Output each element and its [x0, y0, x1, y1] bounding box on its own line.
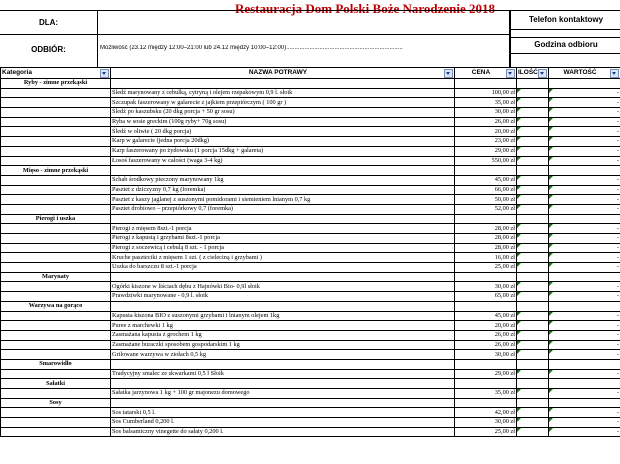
dish-price: 45,00 zł: [455, 311, 517, 321]
dish-price: 100,00 zł: [455, 88, 517, 98]
quantity-input[interactable]: [517, 282, 549, 292]
table-row: [1, 146, 620, 156]
dish-name: Puree z marchewki 1 kg: [111, 321, 455, 331]
dish-value: -: [549, 195, 620, 205]
dish-name: Tradycyjny smalec ze skwarkami 0,5 l Słoik: [111, 369, 455, 379]
quantity-input[interactable]: [517, 311, 549, 321]
category-cell: [1, 234, 111, 244]
table-row: [1, 195, 620, 205]
category-label: Sałatki: [1, 379, 111, 389]
dish-value: -: [549, 330, 620, 340]
empty-cell: [549, 214, 620, 224]
quantity-input[interactable]: [517, 263, 549, 273]
dish-price: 50,00 zł: [455, 195, 517, 205]
category-cell: [1, 98, 111, 108]
category-cell: [1, 156, 111, 166]
category-label: Ryby - zimne przekąski: [1, 79, 111, 89]
empty-cell: [549, 379, 620, 389]
empty-cell: [517, 379, 549, 389]
table-row: [1, 369, 620, 379]
odbior-label: ODBIÓR:: [31, 45, 66, 54]
quantity-input[interactable]: [517, 156, 549, 166]
table-row: [1, 98, 620, 108]
dish-value: -: [549, 389, 620, 399]
dish-value: -: [549, 408, 620, 418]
dish-value: -: [549, 418, 620, 428]
dish-value: -: [549, 243, 620, 253]
table-row: [1, 321, 620, 331]
quantity-input[interactable]: [517, 175, 549, 185]
empty-cell: [455, 398, 517, 408]
filter-dropdown-icon[interactable]: [610, 69, 619, 78]
category-row: [1, 359, 620, 369]
empty-cell: [517, 359, 549, 369]
dish-name: Ryba w sosie greckim (100g ryby+ 70g sosu): [111, 117, 455, 127]
quantity-input[interactable]: [517, 108, 549, 118]
dish-value: -: [549, 253, 620, 263]
dish-name: Karp w galarecie (jedna porcja 20dkg): [111, 137, 455, 147]
category-cell: [1, 185, 111, 195]
category-cell: [1, 340, 111, 350]
category-cell: [1, 243, 111, 253]
dish-price: 550,00 zł: [455, 156, 517, 166]
table-header-row: [1, 68, 620, 79]
empty-cell: [455, 359, 517, 369]
dish-price: 52,00 zł: [455, 204, 517, 214]
filter-dropdown-icon[interactable]: [538, 69, 547, 78]
category-cell: [1, 195, 111, 205]
category-cell: [1, 253, 111, 263]
category-cell: [1, 224, 111, 234]
category-row: [1, 214, 620, 224]
dish-name: Uszka do barszczu 8 szt.-1 porcja: [111, 263, 455, 273]
table-row: [1, 156, 620, 166]
dish-value: -: [549, 292, 620, 302]
dish-price: 26,00 zł: [455, 117, 517, 127]
dish-name: Pierogi z kapustą i grzybami 8szt.-1 porcja: [111, 234, 455, 244]
dish-price: 20,00 zł: [455, 321, 517, 331]
odbior-input[interactable]: Możliwość (23.12 między 12:00–21:00 lub 24.12 między 10:00–12:00)......................................................................: [100, 45, 403, 51]
dish-price: 30,00 zł: [455, 418, 517, 428]
category-label: Mięso - zimne przekąski: [1, 166, 111, 176]
empty-cell: [455, 301, 517, 311]
empty-cell: [549, 79, 620, 89]
table-row: [1, 253, 620, 263]
empty-cell: [111, 272, 455, 282]
table-row: [1, 427, 620, 437]
dish-value: -: [549, 156, 620, 166]
dish-value: -: [549, 127, 620, 137]
dish-name: Sałatka jarzynowa 1 kg + 100 gr majonezu domowego: [111, 389, 455, 399]
empty-cell: [111, 359, 455, 369]
dish-price: 28,00 zł: [455, 243, 517, 253]
category-cell: [1, 408, 111, 418]
category-cell: [1, 427, 111, 437]
dish-value: -: [549, 311, 620, 321]
table-row: [1, 234, 620, 244]
quantity-input[interactable]: [517, 369, 549, 379]
category-cell: [1, 127, 111, 137]
dla-row: [0, 11, 510, 35]
category-cell: [1, 321, 111, 331]
quantity-input[interactable]: [517, 340, 549, 350]
category-cell: [1, 108, 111, 118]
empty-cell: [111, 398, 455, 408]
category-cell: [1, 117, 111, 127]
table-row: [1, 243, 620, 253]
filter-dropdown-icon[interactable]: [444, 69, 453, 78]
table-row: [1, 175, 620, 185]
table-row: [1, 350, 620, 360]
dish-name: Sos Cumberland 0,200 l.: [111, 418, 455, 428]
category-cell: [1, 418, 111, 428]
dish-value: -: [549, 340, 620, 350]
quantity-input[interactable]: [517, 292, 549, 302]
contact-box: [510, 11, 620, 68]
dish-price: 26,00 zł: [455, 340, 517, 350]
dish-name: Szczupak faszerowany w galarecie z jajkiem przepiórczym ( 100 gr ): [111, 98, 455, 108]
dish-value: -: [549, 282, 620, 292]
dish-price: 29,00 zł: [455, 369, 517, 379]
pickup-label: Godzina odbioru: [534, 40, 598, 49]
category-cell: [1, 369, 111, 379]
empty-cell: [111, 214, 455, 224]
column-header-value[interactable]: WARTOŚĆ: [549, 68, 620, 79]
filter-dropdown-icon[interactable]: [506, 69, 515, 78]
category-cell: [1, 175, 111, 185]
category-cell: [1, 88, 111, 98]
table-row: [1, 185, 620, 195]
table-row: [1, 108, 620, 118]
header-form: [0, 10, 620, 67]
divider: [97, 35, 98, 68]
dish-value: -: [549, 350, 620, 360]
dish-value: -: [549, 234, 620, 244]
category-cell: [1, 311, 111, 321]
table-row: [1, 330, 620, 340]
dish-value: -: [549, 185, 620, 195]
quantity-input[interactable]: [517, 195, 549, 205]
category-label: Pierogi i uszka: [1, 214, 111, 224]
empty-cell: [517, 79, 549, 89]
dish-value: -: [549, 204, 620, 214]
table-row: [1, 418, 620, 428]
odbior-row: [0, 35, 510, 68]
quantity-input[interactable]: [517, 224, 549, 234]
category-row: [1, 272, 620, 282]
empty-cell: [549, 166, 620, 176]
dish-price: 35,00 zł: [455, 98, 517, 108]
empty-cell: [549, 272, 620, 282]
dish-price: 28,00 zł: [455, 224, 517, 234]
dla-label: DLA:: [38, 18, 59, 27]
table-row: [1, 340, 620, 350]
quantity-input[interactable]: [517, 350, 549, 360]
empty-cell: [549, 301, 620, 311]
category-cell: [1, 292, 111, 302]
quantity-input[interactable]: [517, 427, 549, 437]
quantity-input[interactable]: [517, 185, 549, 195]
dish-price: 66,00 zł: [455, 185, 517, 195]
table-row: [1, 224, 620, 234]
dish-value: -: [549, 88, 620, 98]
table-row: [1, 263, 620, 273]
table-row: [1, 282, 620, 292]
dish-price: 30,00 zł: [455, 282, 517, 292]
dish-name: Kruche paszteciki z mięsem 1 szt. ( z cieleciną i grzybami ): [111, 253, 455, 263]
dish-name: Prawdziwki marynowane - 0,9 l. słoik: [111, 292, 455, 302]
empty-cell: [455, 79, 517, 89]
category-cell: [1, 137, 111, 147]
filter-dropdown-icon[interactable]: [100, 69, 109, 78]
table-row: [1, 389, 620, 399]
empty-cell: [517, 214, 549, 224]
dish-price: 45,00 zł: [455, 175, 517, 185]
dish-value: -: [549, 117, 620, 127]
quantity-input[interactable]: [517, 243, 549, 253]
quantity-input[interactable]: [517, 253, 549, 263]
dish-name: Karp faszerowany po żydowsku (1 porcja 15dkg + galareta): [111, 146, 455, 156]
category-label: Marynaty: [1, 272, 111, 282]
table-row: [1, 137, 620, 147]
dish-name: Śledź po kaszubsku (20 dkg porcja + 50 gr sosu): [111, 108, 455, 118]
dish-name: Łosoś faszerowany w całości (waga 3-4 kg): [111, 156, 455, 166]
dish-price: 20,00 zł: [455, 127, 517, 137]
empty-cell: [111, 301, 455, 311]
quantity-input[interactable]: [517, 117, 549, 127]
category-row: [1, 379, 620, 389]
empty-cell: [549, 398, 620, 408]
empty-cell: [455, 379, 517, 389]
column-header-qty[interactable]: ILOŚĆ: [517, 68, 549, 79]
dish-name: Pasztet z dziczyzny 0,7 kg (foremka): [111, 185, 455, 195]
category-label: Sosy: [1, 398, 111, 408]
dish-name: Zasmażane buraczki sposobem gospodarskim 1 kg: [111, 340, 455, 350]
category-row: [1, 166, 620, 176]
quantity-input[interactable]: [517, 127, 549, 137]
dish-price: 25,00 zł: [455, 427, 517, 437]
category-cell: [1, 263, 111, 273]
quantity-input[interactable]: [517, 88, 549, 98]
dish-value: -: [549, 108, 620, 118]
table-row: [1, 88, 620, 98]
category-row: [1, 79, 620, 89]
quantity-input[interactable]: [517, 146, 549, 156]
table-row: [1, 117, 620, 127]
quantity-input[interactable]: [517, 204, 549, 214]
quantity-input[interactable]: [517, 321, 549, 331]
dish-price: 23,00 zł: [455, 137, 517, 147]
empty-cell: [455, 166, 517, 176]
empty-cell: [549, 359, 620, 369]
dish-price: 42,00 zł: [455, 408, 517, 418]
category-cell: [1, 146, 111, 156]
empty-cell: [517, 166, 549, 176]
dish-name: Schab środkowy pieczony marynowany 1kg: [111, 175, 455, 185]
dish-value: -: [549, 427, 620, 437]
dish-name: Pierogi z mięsem 8szt.-1 porcja: [111, 224, 455, 234]
dish-price: 28,00 zł: [455, 234, 517, 244]
phone-label: Telefon kontaktowy: [528, 15, 604, 24]
phone-input[interactable]: [511, 29, 620, 38]
table-row: [1, 204, 620, 214]
category-row: [1, 398, 620, 408]
quantity-input[interactable]: [517, 98, 549, 108]
table-row: [1, 311, 620, 321]
category-cell: [1, 330, 111, 340]
dish-value: -: [549, 137, 620, 147]
category-cell: [1, 282, 111, 292]
dish-name: Kapusta kiszona BIO z suszonymi grzybami i lnianym olejem 1kg: [111, 311, 455, 321]
dish-name: Pasztet z kaszy jaglanej z suszonymi pomidorami i siemieniem lnianym 0,7 kg: [111, 195, 455, 205]
category-label: Smarowidło: [1, 359, 111, 369]
page-title: Restauracja Dom Polski Boże Narodzenie 2018: [234, 1, 496, 16]
dish-value: -: [549, 224, 620, 234]
dish-name: Zasmażana kapusta z grochem 1 kg: [111, 330, 455, 340]
dish-price: 30,00 zł: [455, 350, 517, 360]
quantity-input[interactable]: [517, 234, 549, 244]
empty-cell: [455, 214, 517, 224]
empty-cell: [111, 79, 455, 89]
category-cell: [1, 389, 111, 399]
empty-cell: [517, 398, 549, 408]
quantity-input[interactable]: [517, 389, 549, 399]
dish-price: 25,00 zł: [455, 263, 517, 273]
dish-name: Pasztet drobiowo – przepiórkowy 0,7 (foremka): [111, 204, 455, 214]
quantity-input[interactable]: [517, 330, 549, 340]
dish-price: 26,00 zł: [455, 330, 517, 340]
dish-name: Sos balsamiczny vinegette do sałaty 0,200 l.: [111, 427, 455, 437]
dish-value: -: [549, 175, 620, 185]
dish-value: -: [549, 146, 620, 156]
empty-cell: [111, 379, 455, 389]
column-header-category[interactable]: Kategoria: [1, 68, 111, 79]
dish-name: Pierogi z soczewicą i cebulą 8 szt. - 1 porcja: [111, 243, 455, 253]
table-row: [1, 292, 620, 302]
dish-name: Śledź marynowany z cebulką, cytryną i olejem rzepakowym 0,9 l. słoik: [111, 88, 455, 98]
dish-price: 30,00 zł: [455, 108, 517, 118]
pickup-input[interactable]: [511, 53, 620, 68]
dish-price: 35,00 zł: [455, 389, 517, 399]
empty-cell: [517, 301, 549, 311]
dish-name: Ogórki kiszone w liściach dębu z Hajnówki Bio- 0,9l słoik: [111, 282, 455, 292]
category-label: Warzywa na gorąco: [1, 301, 111, 311]
quantity-input[interactable]: [517, 137, 549, 147]
dish-price: 16,00 zł: [455, 253, 517, 263]
table-row: [1, 127, 620, 137]
dish-name: Śledź w oliwie ( 20 dkg porcja): [111, 127, 455, 137]
dish-name: Sos tatarski 0,5 l.: [111, 408, 455, 418]
category-row: [1, 301, 620, 311]
empty-cell: [517, 272, 549, 282]
quantity-input[interactable]: [517, 408, 549, 418]
empty-cell: [111, 166, 455, 176]
dish-name: Grilowane warzywa w ziołach 0,5 kg: [111, 350, 455, 360]
empty-cell: [455, 272, 517, 282]
table-row: [1, 408, 620, 418]
dla-input[interactable]: [98, 11, 510, 35]
dish-price: 65,00 zł: [455, 292, 517, 302]
dish-value: -: [549, 321, 620, 331]
category-cell: [1, 350, 111, 360]
column-header-price[interactable]: CENA: [455, 68, 517, 79]
quantity-input[interactable]: [517, 418, 549, 428]
dish-value: -: [549, 263, 620, 273]
dish-value: -: [549, 369, 620, 379]
category-cell: [1, 204, 111, 214]
dish-price: 29,00 zł: [455, 146, 517, 156]
dish-value: -: [549, 98, 620, 108]
menu-table: [0, 67, 620, 437]
column-header-name[interactable]: NAZWA POTRAWY: [111, 68, 455, 79]
